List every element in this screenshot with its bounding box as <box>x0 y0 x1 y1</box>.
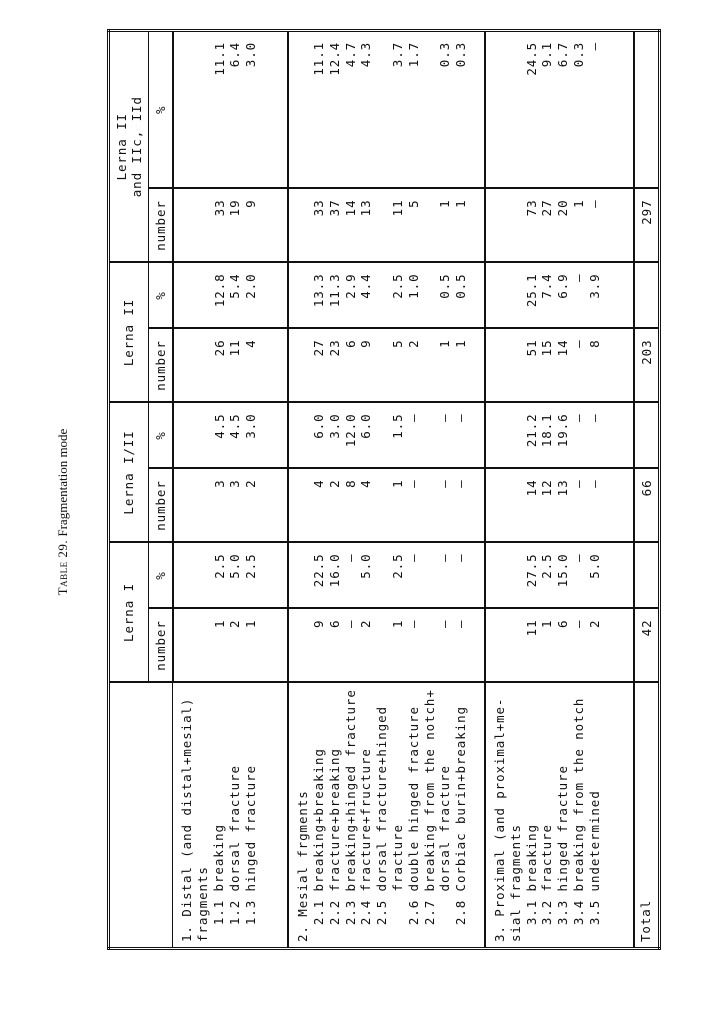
section-mesial-label: 2. Mesial frgments 2.1 breaking+breaking 2.2 fracture+breaking 2.3 breaking+hinged fracture 2.4 fracture+fructure 2.5 dorsal fracture+hinged fracture 2.6 double hinged fracture 2.7 breaking from the notch+ dorsal fracture 2.8 Corbiac burin+breaking <box>288 683 485 949</box>
section-distal-label: 1. Distal (and distal+mesial) fragments 1.1 breaking 1.2 dorsal fracture 1.3 hinged fracture <box>173 683 288 949</box>
number-header: number <box>148 328 173 402</box>
cell: 24.5 9.1 6.7 0.3 – <box>485 30 634 188</box>
cell: 1 2 1 <box>173 609 288 683</box>
cell: 26 11 4 <box>173 328 288 402</box>
cell: 11.1 12.4 4.7 4.3 3.7 1.7 0.3 0.3 <box>288 30 485 188</box>
cell: 51 15 14 – 8 <box>485 328 634 402</box>
total-cell: 66 <box>634 468 660 542</box>
cell: 22.5 16.0 – 5.0 2.5 – – – <box>288 542 485 608</box>
cell: 11 1 6 – 2 <box>485 609 634 683</box>
total-cell: 203 <box>634 328 660 402</box>
cell: 27.5 2.5 15.0 – 5.0 <box>485 542 634 608</box>
pct-header: % <box>148 30 173 188</box>
section-proximal-label: 3. Proximal (and proximal+me- sial fragments 3.1 breaking 3.2 fracture 3.3 hinged fracture 3.4 breaking from the notch 3.5 undetermined <box>485 683 634 949</box>
cell: 9 6 – 2 1 – – – <box>288 609 485 683</box>
number-header: number <box>148 468 173 542</box>
total-cell <box>634 542 660 608</box>
cell: 6.0 3.0 12.0 6.0 1.5 – – – <box>288 402 485 468</box>
group-header-lerna-ii-iic-iid: Lerna II and IIc, IId <box>109 30 149 262</box>
group-header-lerna-i: Lerna I <box>109 542 149 682</box>
total-cell <box>634 402 660 468</box>
cell: 14 12 13 – – <box>485 468 634 542</box>
pct-header: % <box>148 262 173 328</box>
cell: 73 27 20 1 – <box>485 188 634 262</box>
cell: 33 37 14 13 11 5 1 1 <box>288 188 485 262</box>
number-header: number <box>148 188 173 262</box>
number-header: number <box>148 609 173 683</box>
pct-header: % <box>148 402 173 468</box>
cell: 2.5 5.0 2.5 <box>173 542 288 608</box>
table-caption <box>54 312 72 712</box>
cell: 21.2 18.1 19.6 – – <box>485 402 634 468</box>
row-label-header <box>109 683 173 949</box>
group-header-lerna-i-ii: Lerna I/II <box>109 402 149 542</box>
caption-lead: Table 29. <box>55 539 70 596</box>
total-label: Total <box>634 683 660 949</box>
table-wrapper <box>107 41 661 950</box>
cell: 33 19 9 <box>173 188 288 262</box>
pct-header: % <box>148 542 173 608</box>
total-cell: 297 <box>634 188 660 262</box>
total-cell: 42 <box>634 609 660 683</box>
cell: 27 23 6 9 5 2 1 1 <box>288 328 485 402</box>
group-header-lerna-ii: Lerna II <box>109 262 149 402</box>
total-cell <box>634 30 660 188</box>
cell: 3 3 2 <box>173 468 288 542</box>
fragmentation-table <box>107 29 661 950</box>
cell: 13.3 11.3 2.9 4.4 2.5 1.0 0.5 0.5 <box>288 262 485 328</box>
total-cell <box>634 262 660 328</box>
cell: 4 2 8 4 1 – – – <box>288 468 485 542</box>
caption-title: Fragmentation mode <box>55 428 70 537</box>
cell: 25.1 7.4 6.9 – 3.9 <box>485 262 634 328</box>
cell: 4.5 4.5 3.0 <box>173 402 288 468</box>
cell: 11.1 6.4 3.0 <box>173 30 288 188</box>
cell: 12.8 5.4 2.0 <box>173 262 288 328</box>
